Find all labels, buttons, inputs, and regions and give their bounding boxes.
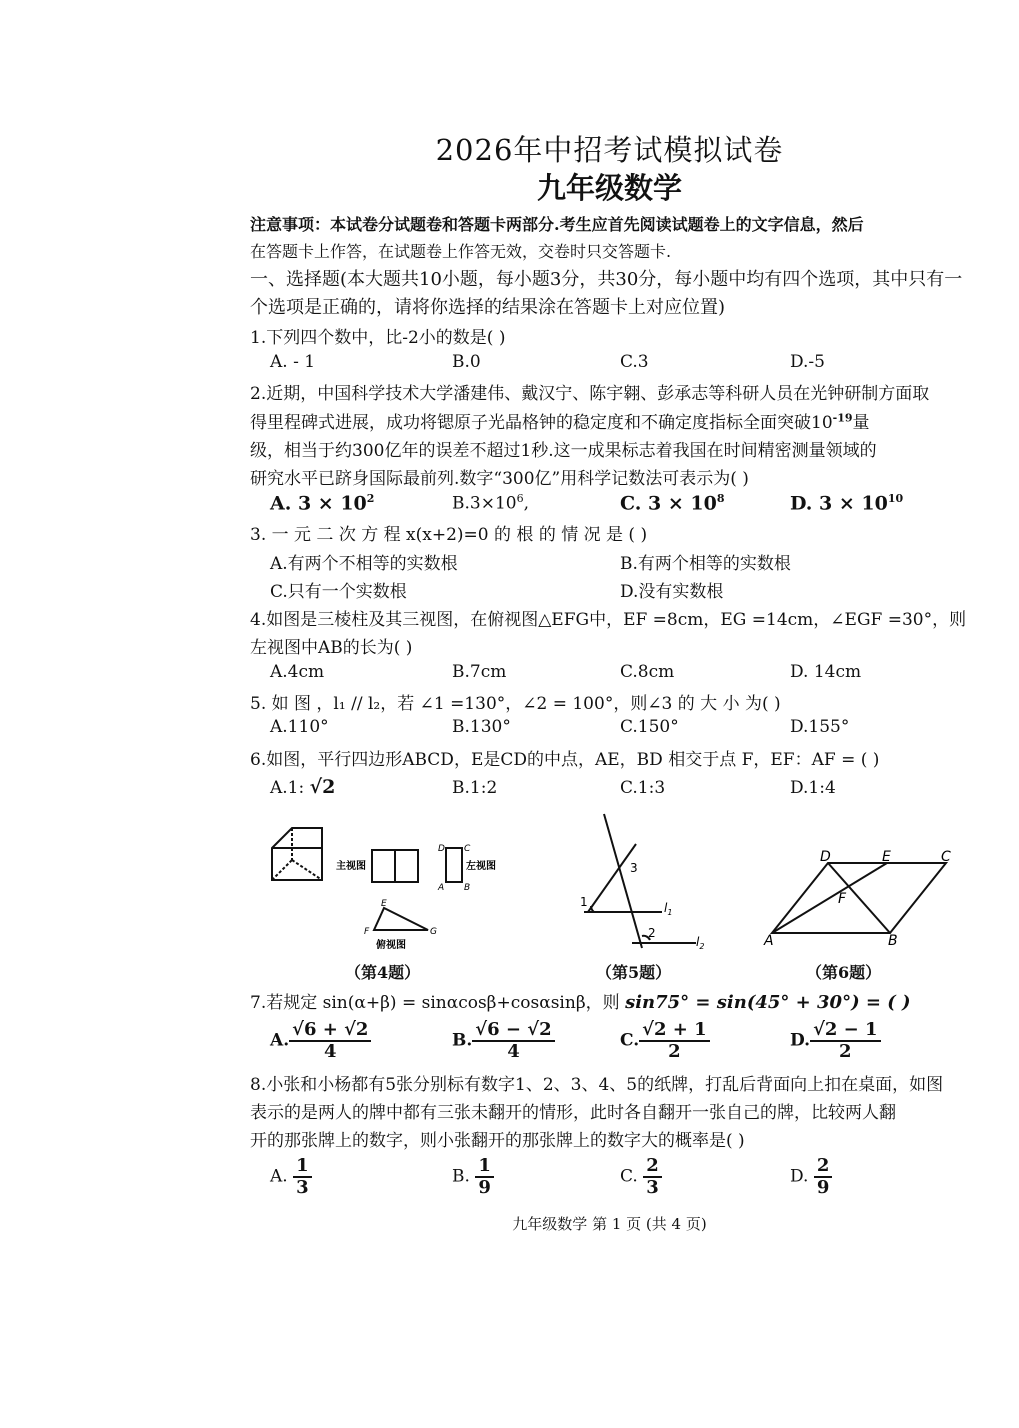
q7-option-b-fraction [472, 1020, 554, 1062]
fig5-caption: （第5题） [596, 963, 672, 982]
q3-option-a: A.有两个不相等的实数根 [270, 554, 458, 574]
q8-option-c-label: C. [620, 1166, 638, 1187]
fig4-label-g: G [430, 927, 437, 937]
fig6-caption: （第6题） [806, 963, 882, 982]
q2-exponent: -19 [832, 411, 853, 425]
q2-option-b [452, 492, 529, 514]
q7-c-den: 2 [668, 1041, 681, 1062]
q6-option-c: C.1:3 [620, 778, 666, 798]
q7-option-a-label: A. [270, 1030, 290, 1051]
fig6-label-e: E [882, 849, 891, 865]
q2-option-a-text: A. 3 × 10 [270, 492, 367, 515]
fig4-front-label: 主视图 [336, 861, 366, 872]
q4-line-1: 4.如图是三棱柱及其三视图，在俯视图△EFG中，EF =8cm，EG =14cm，∠EGF =30°，则 [250, 610, 967, 630]
q6-option-a-text: A.1: [270, 778, 305, 798]
figure-5 [570, 808, 720, 958]
fig6-label-a: A [764, 933, 774, 949]
q7-option-c-label: C. [620, 1030, 640, 1051]
q2-option-b-text: B.3×10 [452, 493, 517, 514]
q8-b-num: 1 [475, 1156, 494, 1178]
notice-line-2: 在答题卡上作答，在试题卷上作答无效，交卷时只交答题卡. [250, 242, 672, 261]
q2-line-2 [250, 408, 870, 433]
q8-option-b [452, 1156, 494, 1198]
q6-option-d: D.1:4 [790, 778, 836, 798]
q4-option-b: B.7cm [452, 662, 507, 682]
q8-option-c [620, 1156, 662, 1198]
q8-option-d [790, 1156, 832, 1198]
q7-d-num: √2 − 1 [810, 1020, 881, 1042]
q1-option-a: A. - 1 [270, 352, 316, 372]
fig6-label-c: C [941, 849, 951, 865]
q8-option-d-fraction [814, 1156, 833, 1198]
q2-option-d-exp: 10 [887, 492, 904, 505]
q8-option-a-label: A. [270, 1166, 288, 1187]
q2-line-1: 2.近期，中国科学技术大学潘建伟、戴汉宁、陈宇翱、彭承志等科研人员在光钟研制方面取 [250, 384, 930, 404]
fig5-label-l1: $l_1$ [664, 901, 673, 917]
q1-stem: 1.下列四个数中，比-2小的数是( ) [250, 328, 506, 348]
fig4-label-b: B [464, 883, 471, 893]
q8-line-1: 8.小张和小杨都有5张分别标有数字1、2、3、4、5的纸牌，打乱后背面向上扣在桌面，如图 [250, 1075, 944, 1095]
q6-option-a [270, 776, 335, 798]
notice-line-1: 注意事项：本试卷分试题卷和答题卡两部分.考生应首先阅读试题卷上的文字信息，然后 [250, 215, 864, 234]
q7-option-b-label: B. [452, 1030, 473, 1051]
fig4-label-f: F [364, 927, 370, 937]
q2-line-3: 级，相当于约300亿年的误差不超过1秒.这一成果标志着我国在时间精密测量领域的 [250, 441, 877, 461]
q1-option-b: B.0 [452, 352, 481, 372]
exam-title: 2026年中招考试模拟试卷 [435, 133, 784, 167]
q1-option-c: C.3 [620, 352, 649, 372]
fig4-label-a: A [438, 883, 445, 893]
q2-option-c [620, 492, 724, 514]
q2-line-4: 研究水平已跻身国际最前列.数字“300亿”用科学记数法可表示为( ) [250, 469, 749, 489]
q2-option-c-exp: 8 [716, 492, 725, 505]
q3-option-d: D.没有实数根 [620, 582, 724, 602]
q7-option-a [270, 1020, 371, 1062]
q5-option-a: A.110° [270, 717, 329, 737]
fig4-left-label: 左视图 [466, 861, 496, 872]
q4-option-a: A.4cm [270, 662, 325, 682]
q4-option-d: D. 14cm [790, 662, 862, 682]
q6-option-a-root: √2 [309, 776, 336, 798]
q6-option-b: B.1:2 [452, 778, 498, 798]
q8-line-2: 表示的是两人的牌中都有三张未翻开的情形，此时各自翻开一张自己的牌，比较两人翻 [250, 1103, 896, 1123]
fig6-label-d: D [820, 849, 831, 865]
q3-option-b: B.有两个相等的实数根 [620, 554, 791, 574]
q7-stem-formula: sin75° = sin(45° + 30°) = ( ) [625, 992, 911, 1013]
q8-line-3: 开的那张牌上的数字，则小张翻开的那张牌上的数字大的概率是( ) [250, 1131, 745, 1151]
q6-stem: 6.如图，平行四边形ABCD，E是CD的中点，AE，BD 相交于点 F，EF：AF = ( ) [250, 750, 880, 770]
fig6-label-f: F [838, 891, 847, 907]
q7-option-d-fraction [810, 1020, 881, 1062]
q2-option-d [790, 492, 903, 514]
q8-c-den: 3 [646, 1177, 659, 1198]
q7-d-den: 2 [839, 1041, 852, 1062]
q2-option-c-text: C. 3 × 10 [620, 492, 717, 515]
q7-option-c-fraction [639, 1020, 710, 1062]
page-footer: 九年级数学 第 1 页 (共 4 页) [512, 1215, 707, 1233]
q7-option-b [452, 1020, 555, 1062]
left-view-rect [446, 848, 462, 882]
fig4-caption: （第4题） [345, 963, 421, 982]
fig5-angle-2: 2 [648, 926, 656, 940]
q8-option-a [270, 1156, 312, 1198]
q5-option-d: D.155° [790, 717, 850, 737]
q4-line-2: 左视图中AB的长为( ) [250, 638, 413, 658]
q7-option-a-fraction [289, 1020, 371, 1062]
q7-option-d [790, 1020, 881, 1062]
fig4-label-e: E [381, 899, 387, 909]
fig5-label-l2: $l_2$ [696, 935, 705, 951]
q2-line-2-end: 量 [852, 413, 870, 433]
fig5-angle-3: 3 [630, 861, 638, 875]
segment-ae [772, 863, 887, 933]
q8-option-c-fraction [643, 1156, 662, 1198]
q8-option-a-fraction [293, 1156, 312, 1198]
q7-stem-text: 7.若规定 sin(α+β) = sinαcosβ+cosαsinβ，则 [250, 993, 620, 1013]
fig4-label-c: C [464, 844, 471, 854]
fig4-label-d: D [438, 844, 445, 854]
q3-stem: 3. 一 元 二 次 方 程 x(x+2)=0 的 根 的 情 况 是 ( ) [250, 525, 648, 545]
q5-option-b: B.130° [452, 717, 511, 737]
q2-option-b-exp: 6 [516, 492, 524, 505]
figure-4 [262, 820, 512, 960]
q2-option-d-text: D. 3 × 10 [790, 492, 888, 515]
q2-line-2-text: 得里程碑式进展，成功将锶原子光晶格钟的稳定度和不确定度指标全面突破10 [250, 413, 833, 433]
q7-option-d-label: D. [790, 1030, 811, 1051]
top-view-triangle [374, 908, 428, 930]
q8-b-den: 9 [478, 1177, 491, 1198]
q3-option-c: C.只有一个实数根 [270, 582, 407, 602]
q8-a-num: 1 [293, 1156, 312, 1178]
q4-option-c: C.8cm [620, 662, 675, 682]
q7-a-num: √6 + √2 [289, 1020, 371, 1042]
q7-b-den: 4 [507, 1041, 520, 1062]
q8-d-num: 2 [814, 1156, 833, 1178]
q8-d-den: 9 [816, 1177, 830, 1198]
q8-option-b-label: B. [452, 1166, 470, 1187]
exam-subject: 九年级数学 [536, 171, 682, 205]
q8-c-num: 2 [643, 1156, 662, 1178]
fig4-top-label: 俯视图 [376, 940, 406, 951]
q5-option-c: C.150° [620, 717, 679, 737]
q7-c-num: √2 + 1 [639, 1020, 710, 1042]
q7-a-den: 4 [324, 1041, 337, 1062]
q2-option-a [270, 492, 374, 514]
q8-a-den: 3 [296, 1177, 309, 1198]
section1-line-2: 个选项是正确的，请将你选择的结果涂在答题卡上对应位置) [250, 297, 726, 318]
q7-b-num: √6 − √2 [472, 1020, 554, 1042]
q7-stem [250, 988, 911, 1013]
q1-option-d: D.-5 [790, 352, 825, 372]
fig5-angle-1: 1 [580, 895, 588, 909]
q8-option-d-label: D. [790, 1166, 809, 1187]
q2-option-a-exp: 2 [366, 492, 375, 505]
q5-stem: 5. 如 图 ，l₁ // l₂，若 ∠1 =130°，∠2 = 100°，则∠3 的 大 小 为( ) [250, 694, 781, 714]
q7-option-c [620, 1020, 710, 1062]
figure-6 [760, 845, 970, 955]
fig6-label-b: B [888, 933, 898, 949]
section1-line-1: 一、选择题(本大题共10小题，每小题3分，共30分，每小题中均有四个选项，其中只有一 [250, 269, 963, 290]
q8-option-b-fraction [475, 1156, 494, 1198]
q2-option-b-end: , [523, 493, 529, 514]
